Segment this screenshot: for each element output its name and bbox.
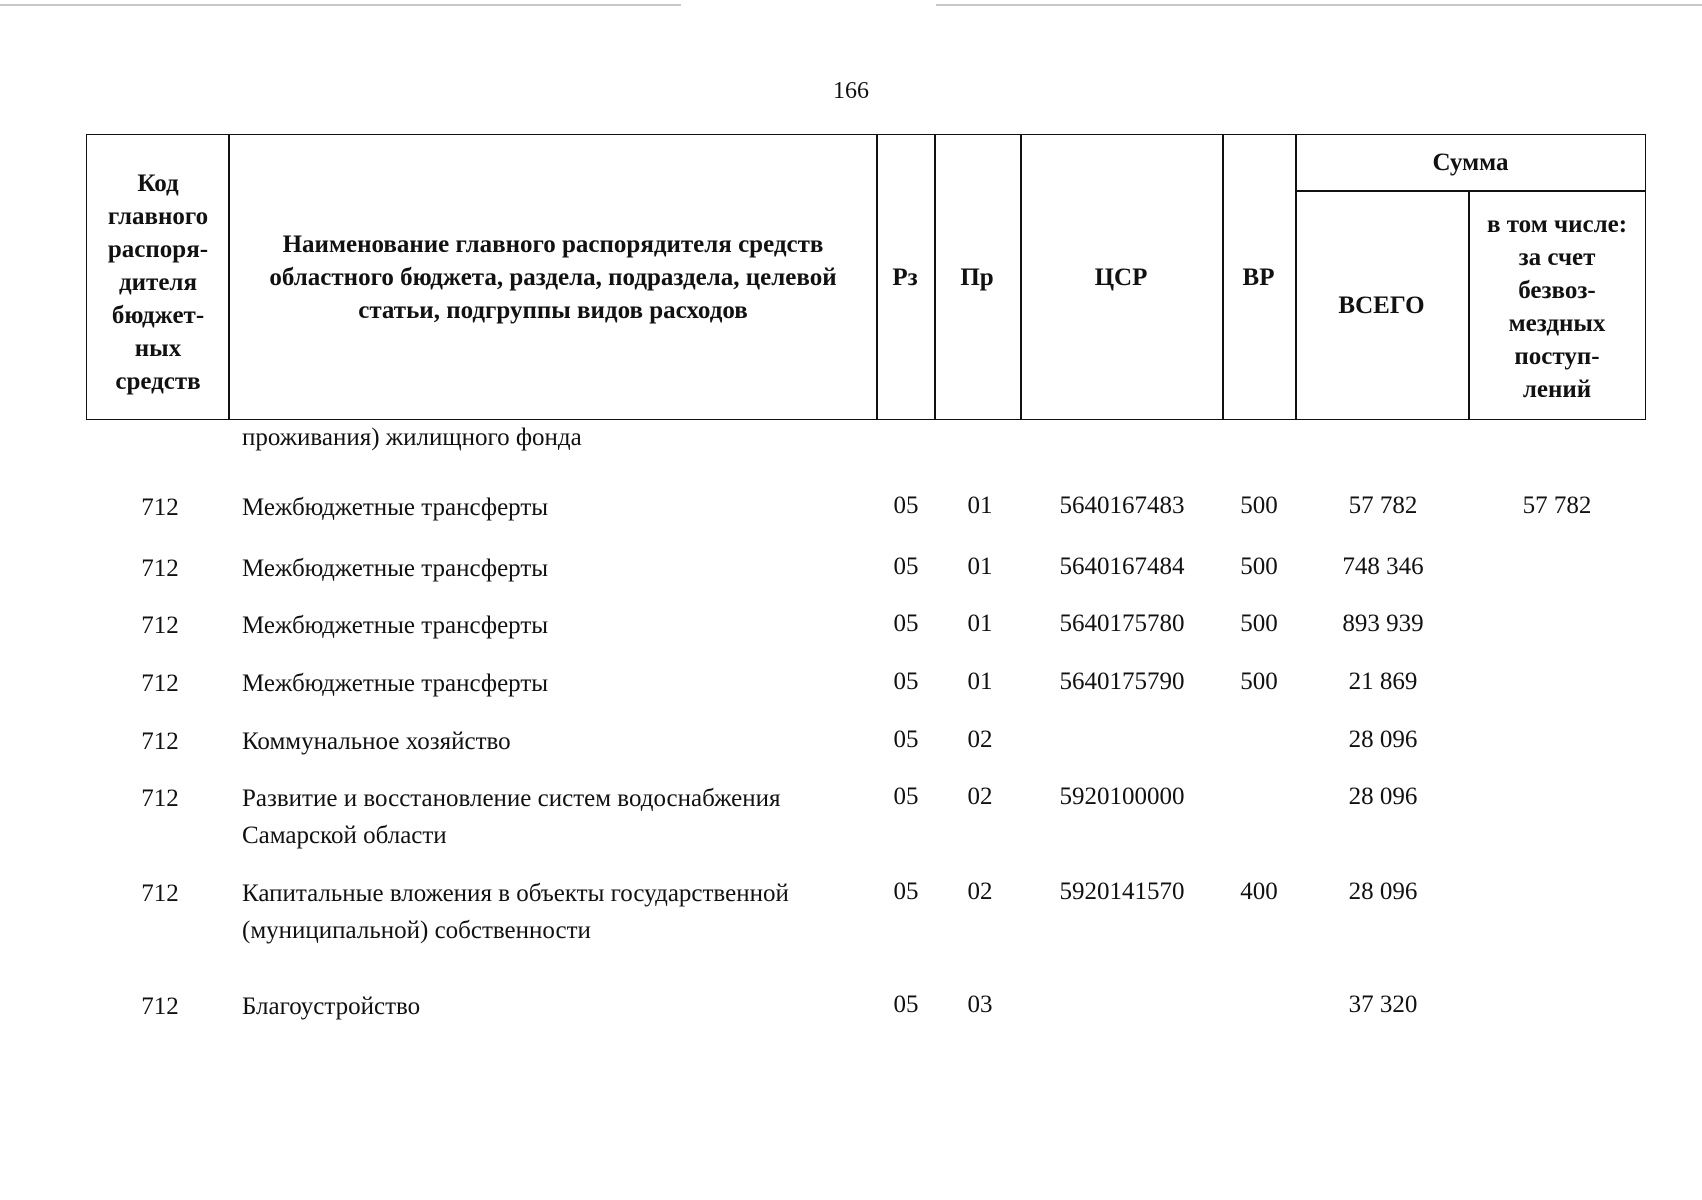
row-rz: 05 (893, 991, 919, 1018)
row-code: 712 (141, 993, 179, 1020)
row-name: Капитальные вложения в объекты государственной (муниципальной) собственности (242, 880, 789, 944)
row-code: 712 (141, 612, 179, 639)
row-pr: 02 (967, 878, 993, 905)
column-divider (228, 134, 230, 420)
header-code: Код главного распоря-дителя бюджет-ных средств (107, 169, 209, 395)
row-rz: 05 (893, 610, 919, 637)
row-code: 712 (141, 785, 179, 812)
header-csr: ЦСР (1094, 263, 1148, 291)
row-incl: 57 782 (1522, 492, 1592, 519)
row-rz: 05 (893, 553, 919, 580)
row-total: 28 096 (1348, 726, 1418, 753)
row-name: Коммунальное хозяйство (242, 728, 511, 755)
row-vr: 500 (1240, 610, 1278, 637)
row-total: 28 096 (1348, 878, 1418, 905)
scan-edge-line (0, 4, 1702, 6)
row-name: Межбюджетные трансферты (242, 494, 549, 521)
row-pr: 01 (967, 492, 993, 519)
header-name: Наименование главного распорядителя средств областного бюджета, раздела, подраздела, целевой статьи, подгруппы видов расходов (269, 230, 837, 324)
row-name: Межбюджетные трансферты (242, 670, 549, 697)
header-rz: Рз (892, 263, 918, 291)
continued-name: проживания) жилищного фонда (242, 424, 582, 451)
row-total: 57 782 (1348, 492, 1418, 519)
row-name: Благоустройство (242, 993, 421, 1020)
row-csr: 5920141570 (1059, 878, 1185, 905)
row-pr: 01 (967, 553, 993, 580)
row-pr: 03 (967, 991, 993, 1018)
row-csr: 5640175790 (1059, 668, 1185, 695)
row-total: 748 346 (1342, 553, 1424, 580)
row-code: 712 (141, 880, 179, 907)
row-code: 712 (141, 670, 179, 697)
row-rz: 05 (893, 726, 919, 753)
row-rz: 05 (893, 783, 919, 810)
header-incl: в том числе: за счет безвоз-мездных поступ-лений (1486, 211, 1628, 403)
row-vr: 500 (1240, 668, 1278, 695)
row-vr: 400 (1240, 878, 1278, 905)
row-name: Развитие и восстановление систем водоснабжения Самарской области (242, 785, 781, 849)
row-name: Межбюджетные трансферты (242, 612, 549, 639)
row-pr: 02 (967, 783, 993, 810)
row-pr: 02 (967, 726, 993, 753)
header-vr: ВР (1242, 263, 1275, 291)
row-total: 21 869 (1348, 668, 1418, 695)
header-pr: Пр (960, 263, 994, 291)
row-rz: 05 (893, 492, 919, 519)
row-pr: 01 (967, 668, 993, 695)
header-sum: Сумма (1432, 148, 1509, 176)
row-total: 37 320 (1348, 991, 1418, 1018)
row-rz: 05 (893, 878, 919, 905)
row-code: 712 (141, 494, 179, 521)
row-name: Межбюджетные трансферты (242, 555, 549, 582)
row-code: 712 (141, 728, 179, 755)
row-total: 28 096 (1348, 783, 1418, 810)
row-total: 893 939 (1342, 610, 1424, 637)
row-rz: 05 (893, 668, 919, 695)
row-vr: 500 (1240, 492, 1278, 519)
row-pr: 01 (967, 610, 993, 637)
row-csr: 5640167484 (1059, 553, 1185, 580)
row-vr: 500 (1240, 553, 1278, 580)
row-code: 712 (141, 555, 179, 582)
row-csr: 5640167483 (1059, 492, 1185, 519)
header-total: ВСЕГО (1338, 291, 1425, 319)
row-csr: 5640175780 (1059, 610, 1185, 637)
column-divider (1468, 190, 1470, 420)
page-number: 166 (833, 78, 869, 104)
row-csr: 5920100000 (1059, 783, 1185, 810)
